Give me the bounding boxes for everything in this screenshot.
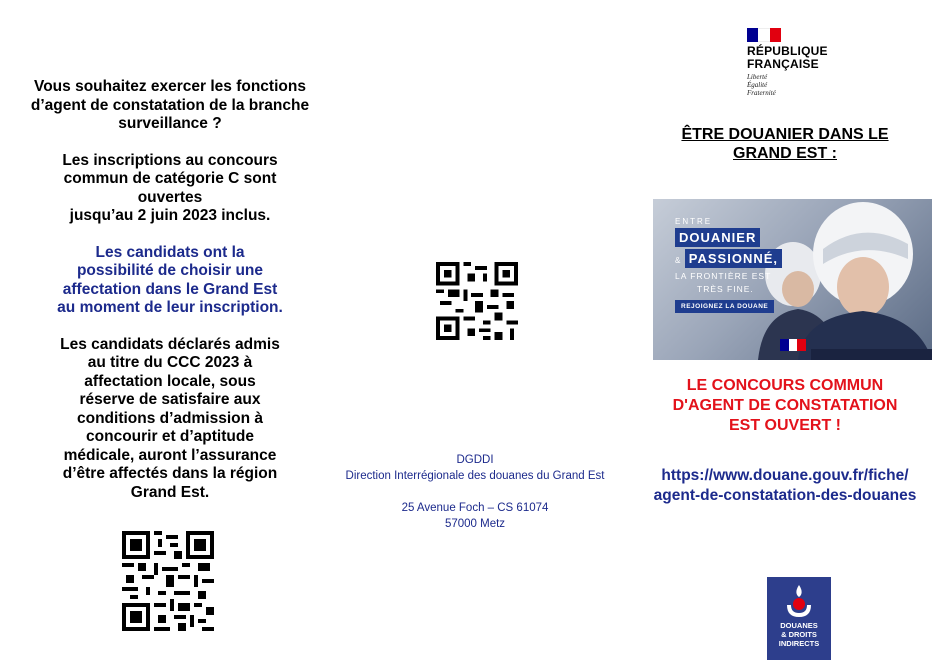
assignment-choice-info: Les candidats ont la possibilité de choisir une affectation dans le Grand Est au moment de leur inscription. (57, 243, 283, 316)
qr-code-middle-icon[interactable] (436, 262, 518, 340)
admission-info: Les candidats déclarés admis au titre du CCC 2023 à affectation locale, sous réserve de satisfaire aux conditions d’admission à concourir et d’aptitude médicale, auront l’assurance d’être affectés dans la région Grand Est. (60, 335, 280, 501)
promo-image: ENTRE DOUANIER & PASSIONNÉ, LA FRONTIÈRE EST TRÈS FINE. REJOIGNEZ LA DOUANE (653, 199, 932, 360)
mini-flag-icon (780, 339, 806, 351)
info-url-link[interactable]: https://www.douane.gouv.fr/fiche/ agent-de-constatation-des-douanes (653, 467, 917, 504)
marianne-flag-icon (747, 28, 781, 42)
douane-emblem-icon: DOUANES & DROITS INDIRECTS (767, 577, 831, 660)
left-column (20, 78, 320, 520)
address-block (330, 452, 620, 532)
emblem-shape-icon (784, 583, 814, 619)
intro-question: Vous souhaitez exercer les fonctions d’agent de constatation de la branche surveillance ? (30, 78, 310, 132)
address-direction: Direction Interrégionale des douanes du Grand Est (345, 470, 605, 482)
address-org: DGDDI (456, 454, 494, 466)
address-street: 25 Avenue Foch – CS 61074 (401, 502, 549, 514)
concours-announcement: LE CONCOURS COMMUN D'AGENT DE CONSTATATION EST OUVERT ! (672, 377, 898, 434)
republique-francaise-logo: RÉPUBLIQUE FRANÇAISE Liberté Égalité Fraternité (747, 28, 867, 97)
registration-info: Les inscriptions au concours commun de catégorie C sont ouvertes jusqu’au 2 juin 2023 inclus. (62, 151, 278, 224)
join-cta-label: REJOIGNEZ LA DOUANE (675, 300, 774, 313)
right-title: ÊTRE DOUANIER DANS LE GRAND EST : (681, 126, 889, 162)
address-city: 57000 Metz (444, 518, 506, 530)
qr-code-bottom-icon[interactable] (122, 530, 214, 632)
